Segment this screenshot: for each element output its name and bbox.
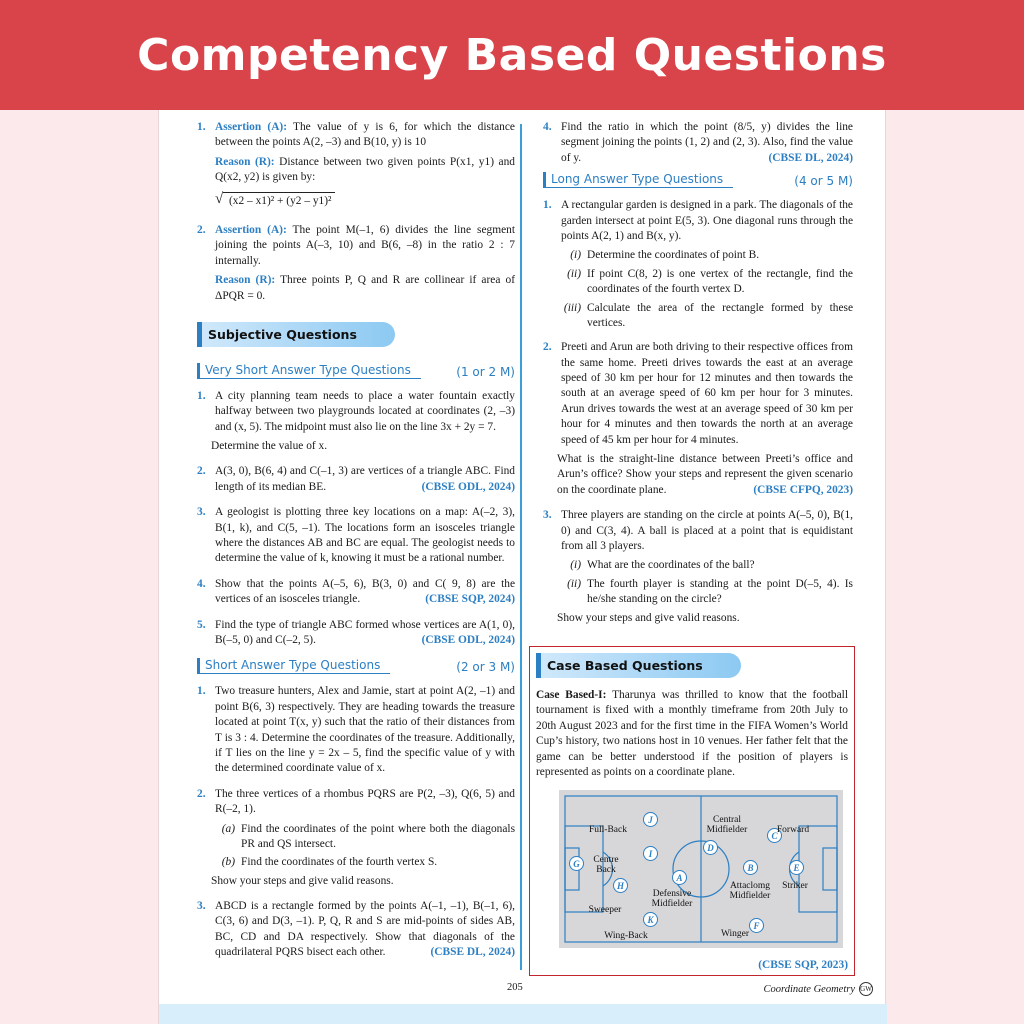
- question-extra: Show your steps and give valid reasons.: [211, 874, 394, 887]
- chapter-name: Coordinate Geometry GW: [763, 983, 872, 995]
- sub-part: (b) Find the coordinates of the fourth vertex S.: [221, 856, 438, 869]
- ar-question-2: 2. Assertion (A): The point M(–1, 6) divides the line segment joining the points A(–3, 10) and B(6, –8) in the ratio 2 : 7 internally. Reason (R): Three points P, Q and R are collinear if area of ΔPQR = 0.: [197, 223, 515, 302]
- position-label: Forward: [776, 825, 810, 836]
- question-number: 2.: [543, 341, 552, 354]
- position-label: Wing-Back: [604, 931, 648, 942]
- sub-part: (a) Find the coordinates of the point where both the diagonals PR and QS intersect.: [221, 822, 515, 850]
- ar-question-1: 1. Assertion (A): The value of y is 6, for which the distance between the points A(2, –3) and B(10, y) is 10 Reason (R): Distance between two given points P(x1, y1) and Q(x2, y2) is given by: √ (x2 – x1)² + (y2 – y1)²: [197, 120, 515, 217]
- sa-question-3: [197, 899, 515, 965]
- question-text: Three players are standing on the circle at points A(–5, 0), B(1, 0) and C(3, 4). A ball is placed at a point that is equidistant from all 3 players.: [561, 509, 853, 552]
- sa-question-1: [197, 684, 515, 780]
- position-label: Centre Back: [593, 855, 619, 876]
- la-question-1: [543, 198, 853, 334]
- vsa-heading: Very Short Answer Type Questions (1 or 2 M): [197, 363, 515, 379]
- source-ref: (CBSE DL, 2024): [430, 946, 515, 959]
- position-label: Sweeper: [588, 905, 622, 916]
- position-label: Central Midfielder: [706, 815, 748, 836]
- sub-part: (i) Determine the coordinates of point B.: [570, 249, 760, 262]
- vsa-question-3: [197, 505, 515, 571]
- question-number: 1.: [197, 685, 206, 698]
- question-extra: Determine the value of x.: [211, 440, 328, 453]
- sub-part: (iii) Calculate the area of the rectangle formed by these vertices.: [563, 301, 853, 329]
- page-number: 205: [507, 982, 523, 993]
- player-marker-d: D: [703, 840, 718, 855]
- player-marker-i: I: [643, 846, 658, 861]
- question-text: ABCD is a rectangle formed by the points A(–1, –1), B(–1, 6), C(3, 6) and D(3, –1). P, Q, R and S are mid-points of sides AB, BC, CD and DA respectively. Show that diagonals of the quadrilateral PQRS bisect each other.: [215, 900, 515, 959]
- la-heading: Long Answer Type Questions (4 or 5 M): [543, 172, 853, 188]
- question-number: 3.: [197, 900, 206, 913]
- header-banner: [0, 0, 1024, 110]
- player-marker-g: G: [569, 856, 584, 871]
- source-ref: (CBSE CFPQ, 2023): [753, 483, 853, 496]
- question-number: 2.: [197, 787, 206, 800]
- la-question-3: [543, 508, 853, 630]
- position-label: Striker: [782, 881, 808, 892]
- sub-part: (i) What are the coordinates of the ball?: [570, 559, 755, 572]
- question-text: Find the type of triangle ABC formed whose vertices are A(1, 0), B(–5, 0) and C(–2, 5).: [215, 618, 515, 646]
- football-field-diagram: [559, 790, 843, 948]
- case-heading: Case Based Questions: [536, 653, 741, 678]
- source-ref: (CBSE ODL, 2024): [421, 633, 515, 646]
- vsa-question-1: [197, 389, 515, 459]
- case-reference: (CBSE SQP, 2023): [758, 959, 848, 971]
- player-marker-f: F: [749, 918, 764, 933]
- vsa-question-5: [197, 618, 515, 653]
- question-text: A city planning team needs to place a water fountain exactly halfway between two playgrounds located at coordinates (2, –3) and (x, 5). The midpoint must also lie on the line 3x + 2y = 7.: [215, 389, 515, 433]
- sub-part: (ii) The fourth player is standing at the point D(–5, 4). Is he/she standing on the circle?: [567, 577, 853, 606]
- vsa-question-4: [197, 577, 515, 612]
- case-paragraph: Case Based-I: Tharunya was thrilled to know that the football tournament is fixed with a monthly timeframe from 20th July to 20th August 2023 and for the first time in the FIFA Women’s World Cup’s history, two nations host in 10 venues. Her father felt that the game can be better understood if the position of players is represented as points on a coordinate plane.: [536, 689, 848, 778]
- bottom-strip: [159, 1004, 887, 1024]
- column-divider: [520, 124, 522, 970]
- question-number: 3.: [197, 506, 206, 519]
- question-text: A(3, 0), B(6, 4) and C(–1, 3) are vertices of a triangle ABC. Find length of its median BE.: [215, 465, 515, 493]
- question-text: The three vertices of a rhombus PQRS are P(2, –3), Q(6, 5) and R(–2, 1).: [215, 787, 515, 816]
- la-list: [543, 198, 853, 630]
- player-marker-b: B: [743, 860, 758, 875]
- vsa-list: [197, 389, 515, 652]
- question-text: A geologist is plotting three key locations on a map: A(–2, 3), B(1, k), and C(5, –1). The locations form an isosceles triangle where the distances AB and BC are equal. The geologist needs to determine the value of k, knowing it must be a rational number.: [215, 506, 515, 565]
- player-marker-c: C: [767, 828, 782, 843]
- player-marker-e: E: [789, 860, 804, 875]
- position-label: Attaclomg Midfielder: [729, 881, 771, 902]
- question-text: Show that the points A(–5, 6), B(3, 0) and C( 9, 8) are the vertices of an isosceles triangle.: [215, 577, 515, 606]
- sa-list: [197, 684, 515, 964]
- sa-heading: Short Answer Type Questions (2 or 3 M): [197, 658, 515, 674]
- right-column: [543, 120, 853, 636]
- vsa-question-2: [197, 464, 515, 499]
- player-marker-a: A: [672, 870, 687, 885]
- question-number: 3.: [543, 509, 552, 522]
- book-page: [158, 110, 886, 1024]
- left-column: [197, 120, 515, 971]
- subjective-heading: Subjective Questions: [197, 322, 395, 347]
- source-ref: (CBSE ODL, 2024): [421, 480, 515, 493]
- question-number: 5.: [197, 618, 206, 631]
- question-extra: What is the straight-line distance between Preeti’s office and Arun’s office? Show your steps and represent the given scenario on the coordinate plane.: [557, 453, 853, 496]
- la-question-2: [543, 340, 853, 502]
- question-number: 4.: [197, 577, 206, 590]
- question-extra: Show your steps and give valid reasons.: [557, 611, 740, 624]
- question-4-ratio: 4. Find the ratio in which the point (8/5, y) divides the line segment joining the points (1, 2) and (2, 3). Also, find the value of y. (CBSE DL, 2024): [543, 121, 853, 164]
- banner-title: Competency Based Questions: [137, 29, 887, 81]
- question-number: 1.: [543, 199, 552, 212]
- question-text: Preeti and Arun are both driving to their respective offices from the same home. Preeti drives towards the east at an average speed of 30 km per hour for 12 minutes and then towards the south at an average speed of 60 km per hour for 3 minutes. Arun drives towards the west at an average speed of 30 km per hour for 4 minutes and then towards the north at an average speed of 45 km per hour for 4 minutes.: [561, 341, 853, 446]
- player-marker-h: H: [613, 878, 628, 893]
- question-number: 1.: [197, 389, 206, 402]
- player-marker-j: J: [643, 812, 658, 827]
- question-text: Two treasure hunters, Alex and Jamie, start at point A(2, –1) and point B(6, 3) respectively. They are heading towards the treasure located at point T(x, y) such that the ratio of their distances from T is 3 : 4. Determine the coordinates of the treasure. Additionally, if T lies on the line y = 2x – 5, find the specific value of y with the determined coordinate value of x.: [215, 685, 515, 775]
- position-label: Defensive Midfielder: [651, 889, 693, 910]
- question-text: A rectangular garden is designed in a park. The diagonals of the garden intersect at point E(5, 3). One diagonal runs through the points A(2, 1) and B(x, y).: [561, 199, 853, 242]
- position-label: Full-Back: [589, 825, 627, 836]
- player-marker-k: K: [643, 912, 658, 927]
- position-label: Winger: [720, 929, 750, 940]
- sa-question-2: [197, 787, 515, 893]
- sub-part: (ii) If point C(8, 2) is one vertex of the rectangle, find the coordinates of the fourth vertex D.: [567, 267, 853, 296]
- question-number: 2.: [197, 465, 206, 478]
- distance-formula: √ (x2 – x1)² + (y2 – y1)²: [223, 192, 335, 209]
- publisher-logo-icon: GW: [859, 982, 873, 996]
- source-ref: (CBSE SQP, 2024): [425, 593, 515, 606]
- case-based-box: [529, 646, 855, 976]
